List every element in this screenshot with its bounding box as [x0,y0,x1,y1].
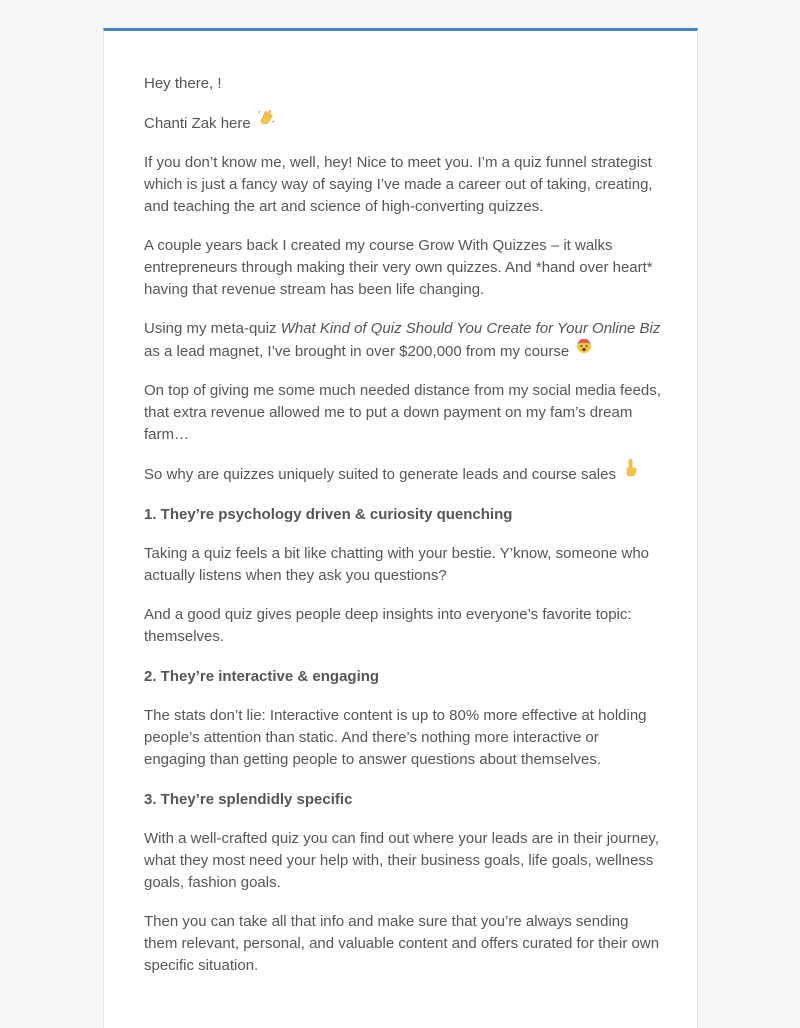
heading-reason-2: 2. They’re interactive & engaging [144,668,380,685]
heading-reason-3: 3. They’re splendidly specific [144,791,353,808]
paragraph-farm: On top of giving me some much needed distance from my social media feeds, that extra revenue allowed me to put a down payment on my fam’s dream farm… [144,382,661,443]
heading-reason-1: 1. They’re psychology driven & curiosity quenching [144,506,513,523]
paragraph-meta-quiz [144,318,664,363]
email-card [103,28,698,1028]
paragraph-relevant: Then you can take all that info and make sure that you’re always sending them relevant, personal, and valuable content and offers curated for their own specific situation. [144,913,660,974]
waving-hand-icon [257,108,275,126]
meta-quiz-prefix: Using my meta-quiz [144,320,281,337]
intro-text: Chanti Zak here [144,115,251,132]
email-body [144,73,664,994]
paragraph-why [144,463,664,486]
meta-quiz-title: What Kind of Quiz Should You Create for Your Online Biz [280,320,661,337]
intro-line [144,112,664,135]
paragraph-bestie: Taking a quiz feels a bit like chatting with your bestie. Y’know, someone who actually listens when they ask you questions? [144,545,650,584]
paragraph-journey: With a well-crafted quiz you can find out where your leads are in their journey, what they most need your help with, their business goals, life goals, wellness goals, fashion goals. [144,830,659,891]
greeting: Hey there, ! [144,75,222,92]
pointing-down-icon [622,459,640,477]
paragraph-insights: And a good quiz gives people deep insights into everyone’s favorite topic: themselves. [144,606,632,645]
paragraph-about: If you don’t know me, well, hey! Nice to meet you. I’m a quiz funnel strategist which is just a fancy way of saying I’ve made a career out of taking, creating, and teaching the art and science of high-converting quizzes. [144,154,653,215]
why-text: So why are quizzes uniquely suited to generate leads and course sales [144,466,616,483]
meta-quiz-suffix: as a lead magnet, I’ve brought in over $200,000 from my course [144,343,570,360]
paragraph-course: A couple years back I created my course Grow With Quizzes – it walks entrepreneurs through making their very own quizzes. And *hand over heart* having that revenue stream has been life changing. [144,237,653,298]
paragraph-stats: The stats don’t lie: Interactive content is up to 80% more effective at holding people’s attention than static. And there’s nothing more interactive or engaging than getting people to answer questions about themselves. [144,707,647,768]
mind-blown-icon [575,336,593,354]
